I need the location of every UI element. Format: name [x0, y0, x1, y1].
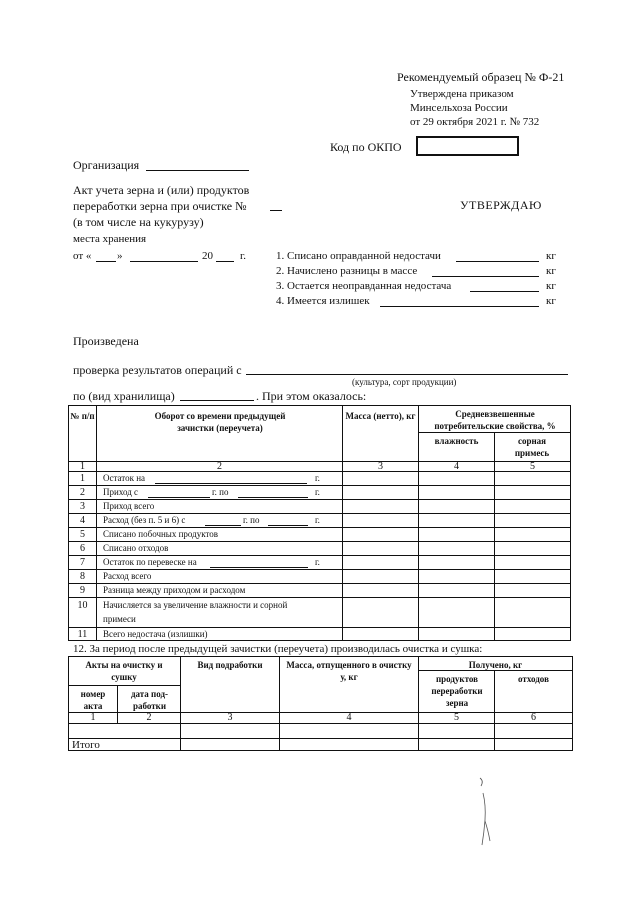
colnum: 4	[346, 712, 352, 723]
header-turnover: Оборот со времени предыдущей зачистки (переучета)	[154, 411, 286, 433]
row-number: 11	[77, 629, 88, 640]
summary-field-4[interactable]	[380, 306, 539, 307]
act-title-line-4: места хранения	[73, 233, 147, 245]
storage-label: по (вид хранилища)	[73, 389, 175, 403]
header-act-date: дата под-работки	[130, 689, 169, 711]
colnum: 3	[227, 712, 233, 723]
summary-field-1[interactable]	[456, 261, 539, 262]
act-title-line-1: Акт учета зерна и (или) продуктов	[73, 183, 250, 197]
row-number: 1	[80, 473, 85, 484]
storage-tail: . При этом оказалось:	[256, 389, 367, 403]
culture-hint: (культура, сорт продукции)	[352, 377, 457, 387]
header-kind: Вид подработки	[197, 660, 263, 670]
row-g: г.	[315, 473, 320, 483]
act-title-line-2: переработки зерна при очистке №	[73, 199, 247, 213]
colnum: 1	[80, 461, 85, 472]
row-g: г.	[315, 557, 320, 567]
okpo-field[interactable]	[416, 136, 519, 156]
expense-to-field[interactable]	[268, 525, 308, 526]
summary-unit-2: кг	[546, 265, 556, 277]
header-moisture: влажность	[434, 436, 479, 446]
date-year-suffix: г.	[240, 250, 247, 262]
colnum: 2	[146, 712, 152, 723]
colnum: 1	[90, 712, 96, 723]
approved-line-2: Минсельхоза России	[410, 102, 508, 114]
colnum: 3	[378, 461, 383, 472]
summary-label-2: 2. Начислено разницы в массе	[276, 265, 418, 277]
culture-field[interactable]	[246, 374, 568, 375]
row-number: 9	[80, 585, 85, 596]
okpo-label: Код по ОКПО	[330, 140, 402, 154]
row-number: 4	[80, 515, 85, 526]
date-quote: »	[117, 250, 123, 262]
act-number-field[interactable]	[270, 210, 282, 211]
colnum: 6	[531, 712, 536, 723]
approved-line-1: Утверждена приказом	[410, 88, 514, 100]
summary-label-3: 3. Остается неоправданная недостача	[276, 280, 452, 292]
header-avg-properties: Средневзвешенные потребительские свойства, %	[434, 409, 556, 431]
row-number: 2	[80, 487, 85, 498]
colnum: 5	[454, 712, 459, 723]
storage-field[interactable]	[180, 400, 254, 401]
date-year-field[interactable]	[216, 261, 234, 262]
signature-mark	[470, 775, 500, 850]
approved-line-3: от 29 октября 2021 г. № 732	[410, 116, 540, 128]
reweigh-date-field[interactable]	[210, 567, 308, 568]
sample-number: Рекомендуемый образец № Ф-21	[397, 70, 565, 84]
check-label: проверка результатов операций с	[73, 363, 242, 377]
summary-unit-1: кг	[546, 250, 556, 262]
approve-heading: УТВЕРЖДАЮ	[460, 198, 542, 212]
row-number: 10	[77, 600, 88, 611]
income-to-field[interactable]	[238, 497, 308, 498]
row-number: 8	[80, 571, 85, 582]
summary-unit-3: кг	[546, 280, 556, 292]
colnum: 2	[217, 461, 222, 472]
header-act-number: номер акта	[80, 689, 106, 711]
organization-label: Организация	[73, 158, 140, 172]
row-label-expense: Расход (без п. 5 и 6) с	[103, 515, 186, 525]
header-weed: сорная примесь	[514, 436, 550, 458]
summary-field-2[interactable]	[432, 276, 539, 277]
total-label: Итого	[72, 739, 100, 751]
act-title-line-3: (в том числе на кукурузу)	[73, 215, 204, 229]
summary-label-4: 4. Имеется излишек	[276, 295, 370, 307]
row-label-shortage-total: Всего недостача (излишки)	[103, 629, 208, 639]
date-from: от «	[73, 250, 92, 262]
row-label-reweigh: Остаток по перевеске на	[103, 557, 197, 567]
summary-field-3[interactable]	[470, 291, 539, 292]
produced-label: Произведена	[73, 334, 139, 348]
row-label-income-total: Приход всего	[103, 501, 155, 511]
row-number: 7	[80, 557, 85, 568]
row-number: 6	[80, 543, 85, 554]
balance-date-field[interactable]	[155, 483, 307, 484]
header-received: Получено, кг	[468, 660, 523, 670]
row-number: 5	[80, 529, 85, 540]
row-label-byproducts: Списано побочных продуктов	[103, 529, 219, 539]
organization-field[interactable]	[146, 170, 249, 171]
row-label-expense-total: Расход всего	[103, 571, 152, 581]
header-acts: Акты на очистку и сушку	[85, 660, 163, 682]
row-label-waste: Списано отходов	[103, 543, 169, 553]
header-products: продуктов переработки зерна	[431, 674, 483, 708]
row-label-balance: Остаток на	[103, 473, 146, 483]
colnum: 5	[530, 461, 535, 472]
date-year-prefix: 20	[202, 250, 213, 262]
row-number: 3	[80, 501, 85, 512]
date-day-field[interactable]	[96, 261, 116, 262]
row-label-accrual-cont: примеси	[103, 614, 136, 624]
expense-from-field[interactable]	[205, 525, 241, 526]
header-waste: отходов	[518, 674, 549, 684]
section-12-label: 12. За период после предыдущей зачистки (переучета) производилась очистка и сушка:	[73, 643, 483, 655]
row-label-accrual: Начисляется за увеличение влажности и сорной	[103, 600, 288, 610]
header-mass-sent: Масса, отпущенного в очистку у, кг	[286, 660, 412, 682]
row-g: г.	[315, 515, 320, 525]
row-mid: г. по	[212, 487, 229, 497]
income-from-field[interactable]	[148, 497, 210, 498]
row-mid: г. по	[243, 515, 260, 525]
summary-unit-4: кг	[546, 295, 556, 307]
header-mass: Масса (нетто), кг	[345, 411, 416, 421]
header-num: № п/п	[70, 411, 95, 421]
date-month-field[interactable]	[130, 261, 198, 262]
summary-label-1: 1. Списано оправданной недостачи	[276, 250, 441, 262]
row-label-difference: Разница между приходом и расходом	[103, 585, 246, 595]
row-g: г.	[315, 487, 320, 497]
colnum: 4	[454, 461, 459, 472]
row-label-income: Приход с	[103, 487, 139, 497]
